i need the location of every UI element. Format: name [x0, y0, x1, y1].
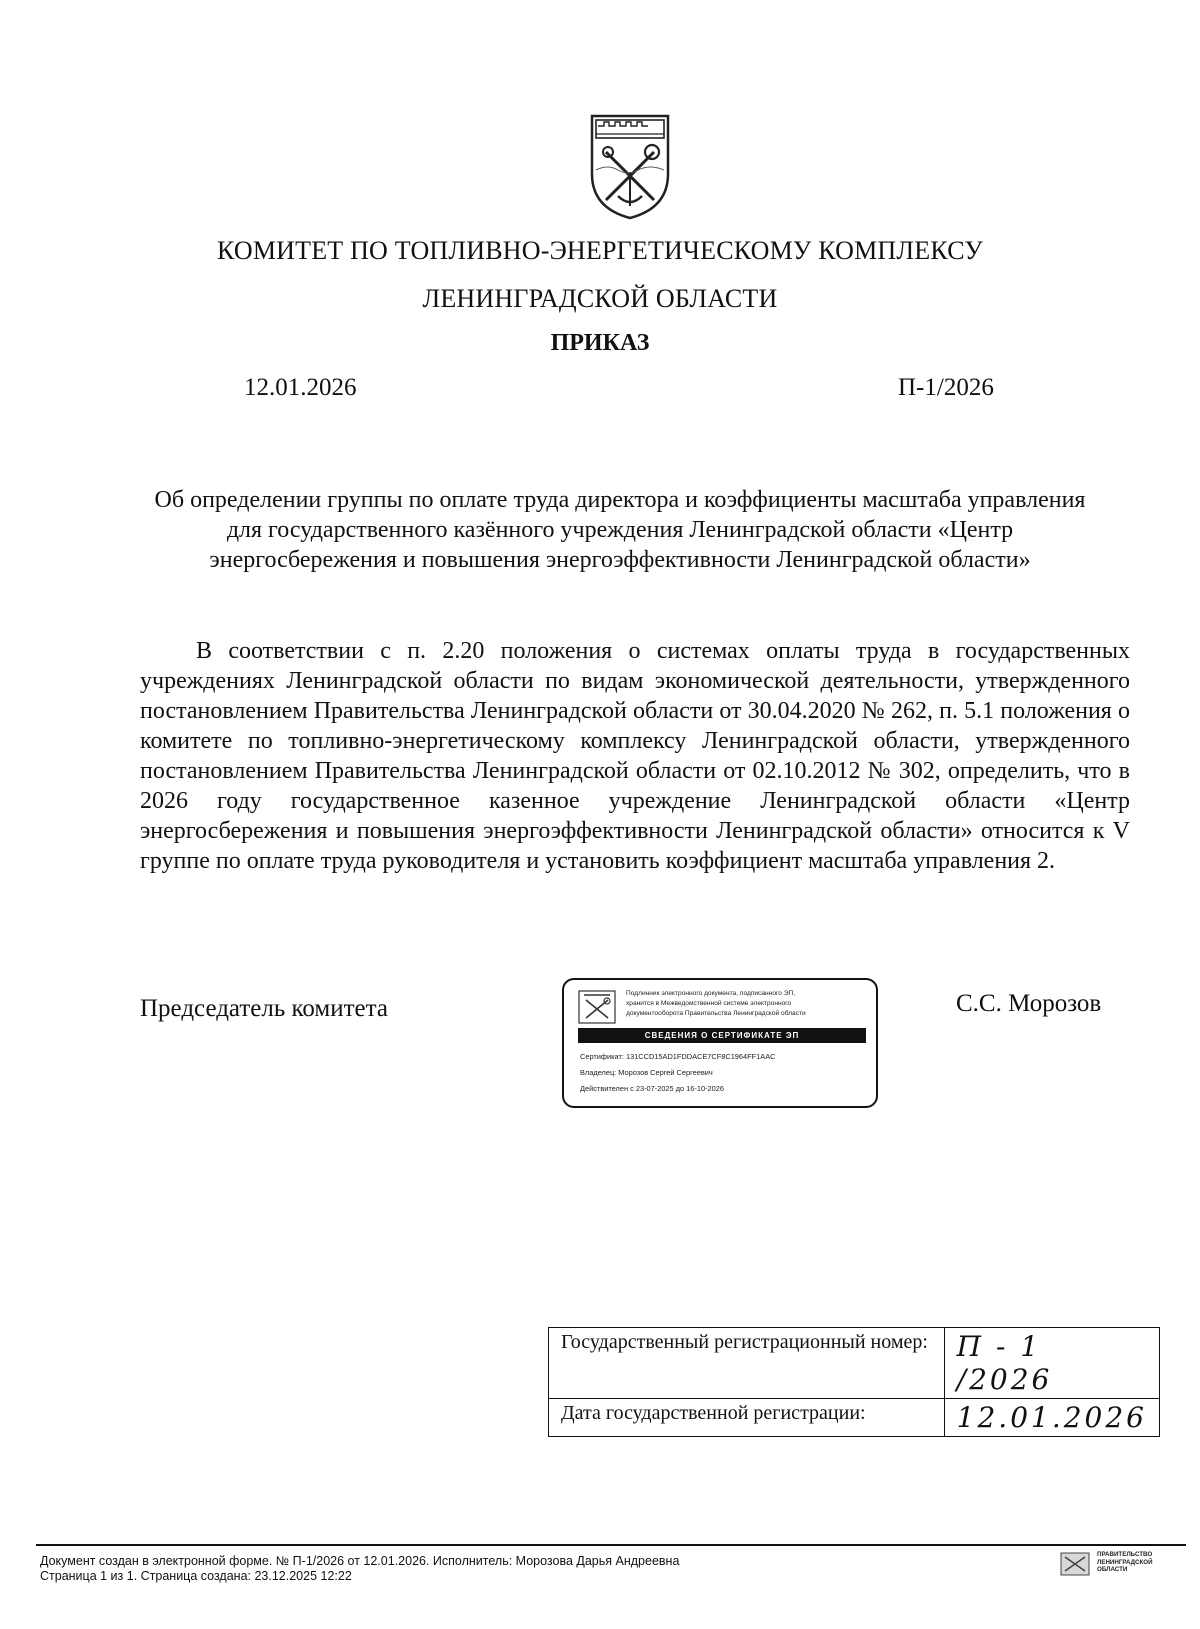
- registration-number-label: Государственный регистрационный номер:: [549, 1328, 945, 1399]
- government-logo-icon: [1060, 1552, 1090, 1576]
- footer-divider: [36, 1544, 1186, 1546]
- electronic-signature-stamp: [562, 978, 878, 1108]
- mini-coat-of-arms-icon: [578, 990, 616, 1024]
- footer-line2: Страница 1 из 1. Страница создана: 23.12.2025 12:22: [40, 1569, 352, 1583]
- registration-date-row: [549, 1399, 1160, 1437]
- esign-notice: [626, 989, 872, 1019]
- esign-validity: Действителен с 23-07-2025 до 16-10-2026: [580, 1084, 724, 1093]
- organization-name-line2: ЛЕНИНГРАДСКОЙ ОБЛАСТИ: [422, 284, 778, 313]
- document-subject: Об определении группы по оплате труда директора и коэффициенты масштаба управления для государственного казённого учреждения Ленинградской области «Центр энергосбережения и повышения энергоэффективности Ленинградской области»: [154, 487, 1086, 573]
- esign-notice-line2: хранится в Межведомственной системе электронного: [626, 1000, 792, 1007]
- coat-of-arms-icon: [588, 112, 672, 222]
- document-number: П-1/2026: [898, 374, 994, 401]
- document-type: ПРИКАЗ: [550, 330, 650, 356]
- signer-name: С.С. Морозов: [956, 990, 1102, 1017]
- registration-number-value: П - 1 /2026: [944, 1328, 1159, 1399]
- registration-date-value: 12.01.2026: [944, 1399, 1159, 1437]
- footer-text: [40, 1554, 679, 1584]
- footer-organization: [1097, 1551, 1153, 1574]
- esign-header: СВЕДЕНИЯ О СЕРТИФИКАТЕ ЭП: [578, 1028, 866, 1043]
- registration-table: [548, 1327, 1160, 1437]
- organization-name-line1: КОМИТЕТ ПО ТОПЛИВНО-ЭНЕРГЕТИЧЕСКОМУ КОМПЛЕКСУ: [216, 236, 984, 265]
- esign-notice-line3: документооборота Правительства Ленинградской области: [626, 1010, 806, 1017]
- footer-org-line2: ЛЕНИНГРАДСКОЙ: [1097, 1558, 1153, 1566]
- footer-line1: Документ создан в электронной форме. № П-1/2026 от 12.01.2026. Исполнитель: Морозова Дарья Андреевна: [40, 1554, 680, 1568]
- signer-position: Председатель комитета: [140, 995, 388, 1022]
- document-body: В соответствии с п. 2.20 положения о системах оплаты труда в государственных учреждениях Ленинградской области по видам экономической деятельности, утвержденного постановлением Правительства Ленинградской области от 30.04.2020 № 262, п. 5.1 положения о комитете по топливно-энергетическому комплексу Ленинградской области, утвержденного постановлением Правительства Ленинградской области от 02.10.2012 № 302, определить, что в 2026 году государственное казенное учреждение Ленинградской области «Центр энергосбережения и повышения энергоэффективности Ленинградской области» относится к V группе по оплате труда руководителя и установить коэффициент масштаба управления 2.: [140, 638, 1130, 874]
- document-date: 12.01.2026: [244, 374, 357, 401]
- footer-org-line1: ПРАВИТЕЛЬСТВО: [1097, 1551, 1153, 1558]
- registration-number-row: [549, 1328, 1160, 1399]
- esign-owner: Владелец: Морозов Сергей Сергеевич: [580, 1068, 713, 1077]
- registration-date-label: Дата государственной регистрации:: [549, 1399, 945, 1437]
- esign-notice-line1: Подлинник электронного документа, подписанного ЭП,: [626, 990, 796, 997]
- footer-org-line3: ОБЛАСТИ: [1097, 1566, 1128, 1573]
- esign-certificate: Сертификат: 131CCD15AD1FDDACE7CF8C1964FF1AAC: [580, 1052, 776, 1061]
